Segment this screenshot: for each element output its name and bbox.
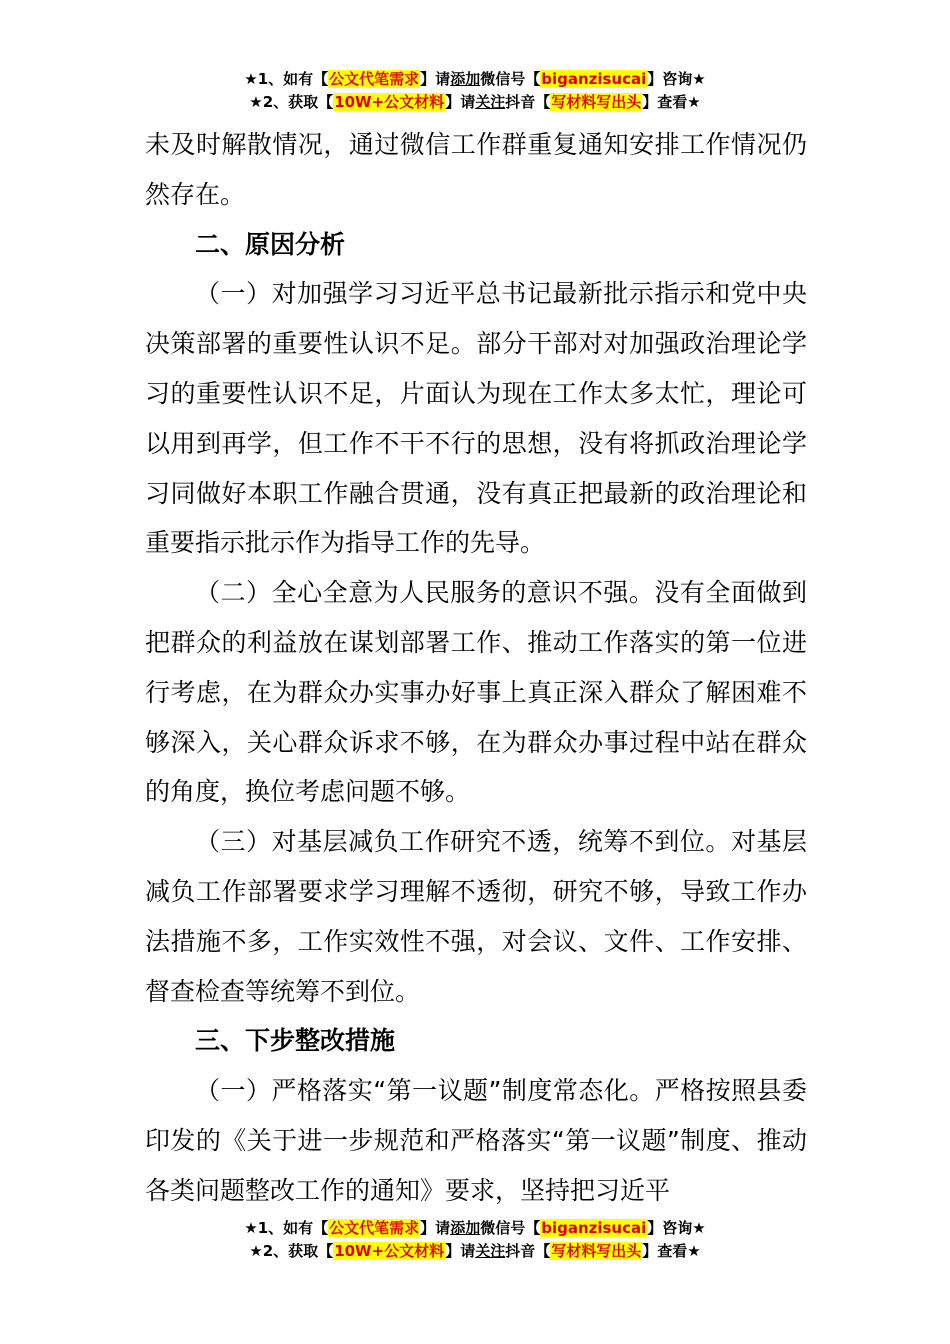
underlined-word: 关注 (475, 93, 506, 111)
paragraph: （三）对基层减负工作研究不透，统筹不到位。对基层减负工作部署要求学习理解不透彻，研究不够，导致工作办法措施不多，工作实效性不强，对会议、文件、工作安排、督查检查等统筹不到位。 (145, 827, 807, 1006)
banner-text: 】请 (420, 1219, 451, 1237)
underlined-word: 添加 (450, 70, 481, 88)
section-heading: 三、下步整改措施 (195, 1026, 396, 1056)
paragraph: （一）严格落实“第一议题”制度常态化。严格按照县委印发的《关于进一步规范和严格落实“第一议题”制度、推动各类问题整改工作的通知》要求，坚持把习近平 (145, 1076, 807, 1205)
header-banner (0, 68, 950, 114)
paragraph: （一）对加强学习习近平总书记最新批示指示和党中央决策部署的重要性认识不足。部分干部对对加强政治理论学习的重要性认识不足，片面认为现在工作太多太忙，理论可以用到再学，但工作不干不行的思想，没有将抓政治理论学习同做好本职工作融合贯通，没有真正把最新的政治理论和重要指示批示作为指导工作的先导。 (145, 279, 807, 558)
banner-text: ★2、获取【 (249, 1242, 334, 1260)
highlight-douyin: 写材料写出头 (551, 93, 642, 111)
banner-text: 】请 (445, 1242, 476, 1260)
highlight-materials: 10W+公文材料 (334, 93, 445, 111)
banner-text: ★2、获取【 (249, 93, 334, 111)
banner-line-1 (0, 1217, 950, 1240)
banner-text: 微信号【 (480, 70, 541, 88)
banner-text: ★1、如有【 (244, 70, 329, 88)
paragraph: 未及时解散情况，通过微信工作群重复通知安排工作情况仍然存在。 (145, 130, 807, 209)
banner-text: 】请 (445, 93, 476, 111)
highlight-wechat-id: biganzisucai (541, 1219, 647, 1237)
banner-text: 抖音【 (505, 1242, 551, 1260)
banner-text: 】查看★ (642, 93, 701, 111)
highlight-service: 公文代笔需求 (329, 70, 420, 88)
banner-text: ★1、如有【 (244, 1219, 329, 1237)
highlight-materials: 10W+公文材料 (334, 1242, 445, 1260)
banner-text: 】咨询★ (647, 70, 706, 88)
section-heading: 二、原因分析 (195, 229, 346, 259)
document-body (145, 120, 807, 1216)
banner-text: 微信号【 (480, 1219, 541, 1237)
highlight-douyin: 写材料写出头 (551, 1242, 642, 1260)
banner-text: 抖音【 (505, 93, 551, 111)
banner-text: 】咨询★ (647, 1219, 706, 1237)
banner-line-2 (0, 91, 950, 114)
highlight-wechat-id: biganzisucai (541, 70, 647, 88)
banner-text: 】请 (420, 70, 451, 88)
banner-line-2 (0, 1240, 950, 1263)
highlight-service: 公文代笔需求 (329, 1219, 420, 1237)
banner-line-1 (0, 68, 950, 91)
footer-banner (0, 1217, 950, 1263)
paragraph: （二）全心全意为人民服务的意识不强。没有全面做到把群众的利益放在谋划部署工作、推动工作落实的第一位进行考虑，在为群众办实事办好事上真正深入群众了解困难不够深入，关心群众诉求不够，在为群众办事过程中站在群众的角度，换位考虑问题不够。 (145, 578, 807, 807)
underlined-word: 添加 (450, 1219, 481, 1237)
underlined-word: 关注 (475, 1242, 506, 1260)
banner-text: 】查看★ (642, 1242, 701, 1260)
